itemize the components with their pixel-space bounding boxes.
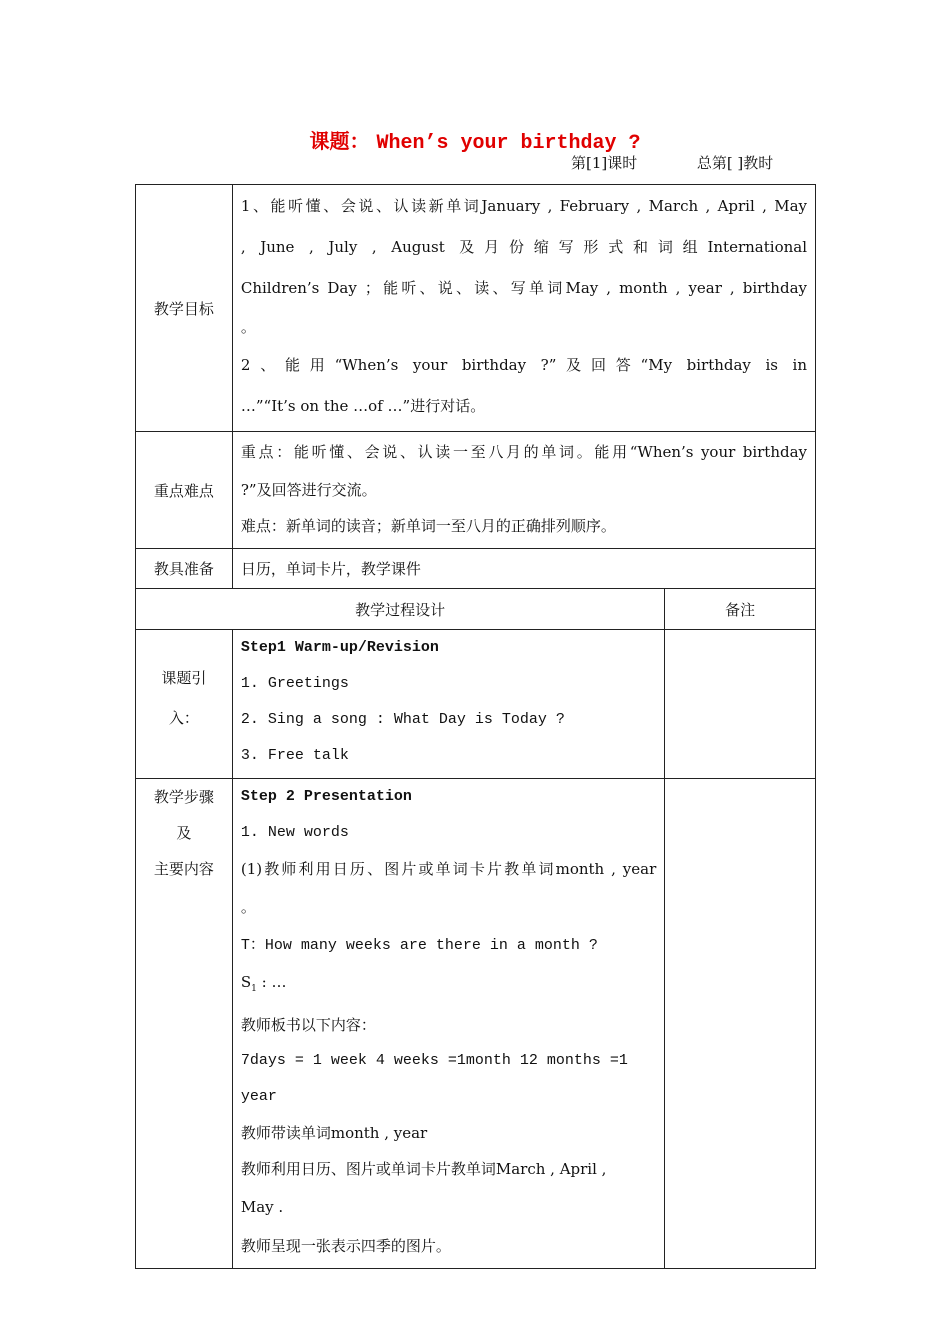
intro-label-line: 课题引 <box>161 669 207 687</box>
speaker-s: S <box>240 973 252 991</box>
steps-line: 教师板书以下内容： <box>240 1016 376 1034</box>
speaker-rest: : … <box>256 973 287 991</box>
intro-label <box>136 630 233 779</box>
steps-line: T：How many weeks are there in a month ? <box>240 937 598 954</box>
steps-content <box>232 779 664 1269</box>
steps-label-line: 主要内容 <box>153 860 214 878</box>
objectives-line: , June , July , August 及月份缩写形式和词组International <box>240 238 807 256</box>
steps-label-line: 及 <box>176 824 192 842</box>
steps-notes <box>665 779 816 1269</box>
steps-line: 1. New words <box>240 824 349 841</box>
intro-item: 3. Free talk <box>240 747 349 764</box>
steps-row <box>136 779 816 1269</box>
steps-label <box>136 779 233 1269</box>
steps-step-title: Step 2 Presentation <box>240 788 412 805</box>
key-points-line: ?”及回答进行交流。 <box>240 481 377 499</box>
process-design-header: 教学过程设计 <box>136 589 665 630</box>
title-text: When’s your birthday ? <box>376 132 641 155</box>
lesson-meta <box>571 152 773 173</box>
objectives-line: Children’s Day ；能听、说、读、写单词May , month , year , birthday <box>240 279 807 297</box>
objectives-line: 2、能用“When’s your birthday ?”及回答“My birthday is in <box>240 356 807 374</box>
intro-label-line: 入： <box>168 709 199 727</box>
tools-row <box>136 549 816 589</box>
tools-label: 教具准备 <box>136 549 233 589</box>
total-lesson-number: 总第[ ]教时 <box>696 154 774 172</box>
intro-notes <box>665 630 816 779</box>
objectives-label: 教学目标 <box>136 185 233 432</box>
key-points-content <box>232 432 815 549</box>
process-header-row <box>136 589 816 630</box>
objectives-line: 。 <box>240 318 256 336</box>
page-title <box>0 125 950 155</box>
key-points-row <box>136 432 816 549</box>
steps-line: 教师带读单词month , year <box>240 1124 428 1142</box>
intro-content <box>232 630 664 779</box>
intro-item: 2. Sing a song : What Day is Today ? <box>240 711 565 728</box>
speaker-sub: 1 <box>251 984 257 994</box>
lesson-number: 第[1]课时 <box>571 154 638 172</box>
objectives-line: …”“It’s on the …of …”进行对话。 <box>240 397 486 415</box>
objectives-row <box>136 185 816 432</box>
key-points-line: 重点：能听懂、会说、认读一至八月的单词。能用“When’s your birthday <box>240 443 807 461</box>
objectives-content <box>232 185 815 432</box>
steps-line: 教师利用日历、图片或单词卡片教单词March , April , <box>240 1160 607 1178</box>
steps-line: 7days = 1 week 4 weeks =1month 12 months =1 year <box>240 1052 628 1105</box>
steps-line: 教师呈现一张表示四季的图片。 <box>240 1237 451 1255</box>
notes-header: 备注 <box>665 589 816 630</box>
lesson-plan-table <box>135 184 816 1269</box>
steps-line: (1)教师利用日历、图片或单词卡片教单词month , year <box>240 860 657 878</box>
intro-row <box>136 630 816 779</box>
tools-content: 日历，单词卡片，教学课件 <box>232 549 815 589</box>
objectives-line: 1、能听懂、会说、认读新单词January , February , March , April , May <box>240 197 807 215</box>
key-points-label: 重点难点 <box>136 432 233 549</box>
intro-step-title: Step1 Warm-up/Revision <box>240 639 439 656</box>
steps-line-s1 <box>241 964 656 1007</box>
key-points-line: 难点：新单词的读音；新单词一至八月的正确排列顺序。 <box>240 517 616 535</box>
steps-line: May . <box>240 1198 284 1216</box>
steps-label-line: 教学步骤 <box>153 788 214 806</box>
steps-line: 。 <box>240 898 256 916</box>
intro-item: 1. Greetings <box>240 675 349 692</box>
title-prefix: 课题： <box>309 129 370 153</box>
